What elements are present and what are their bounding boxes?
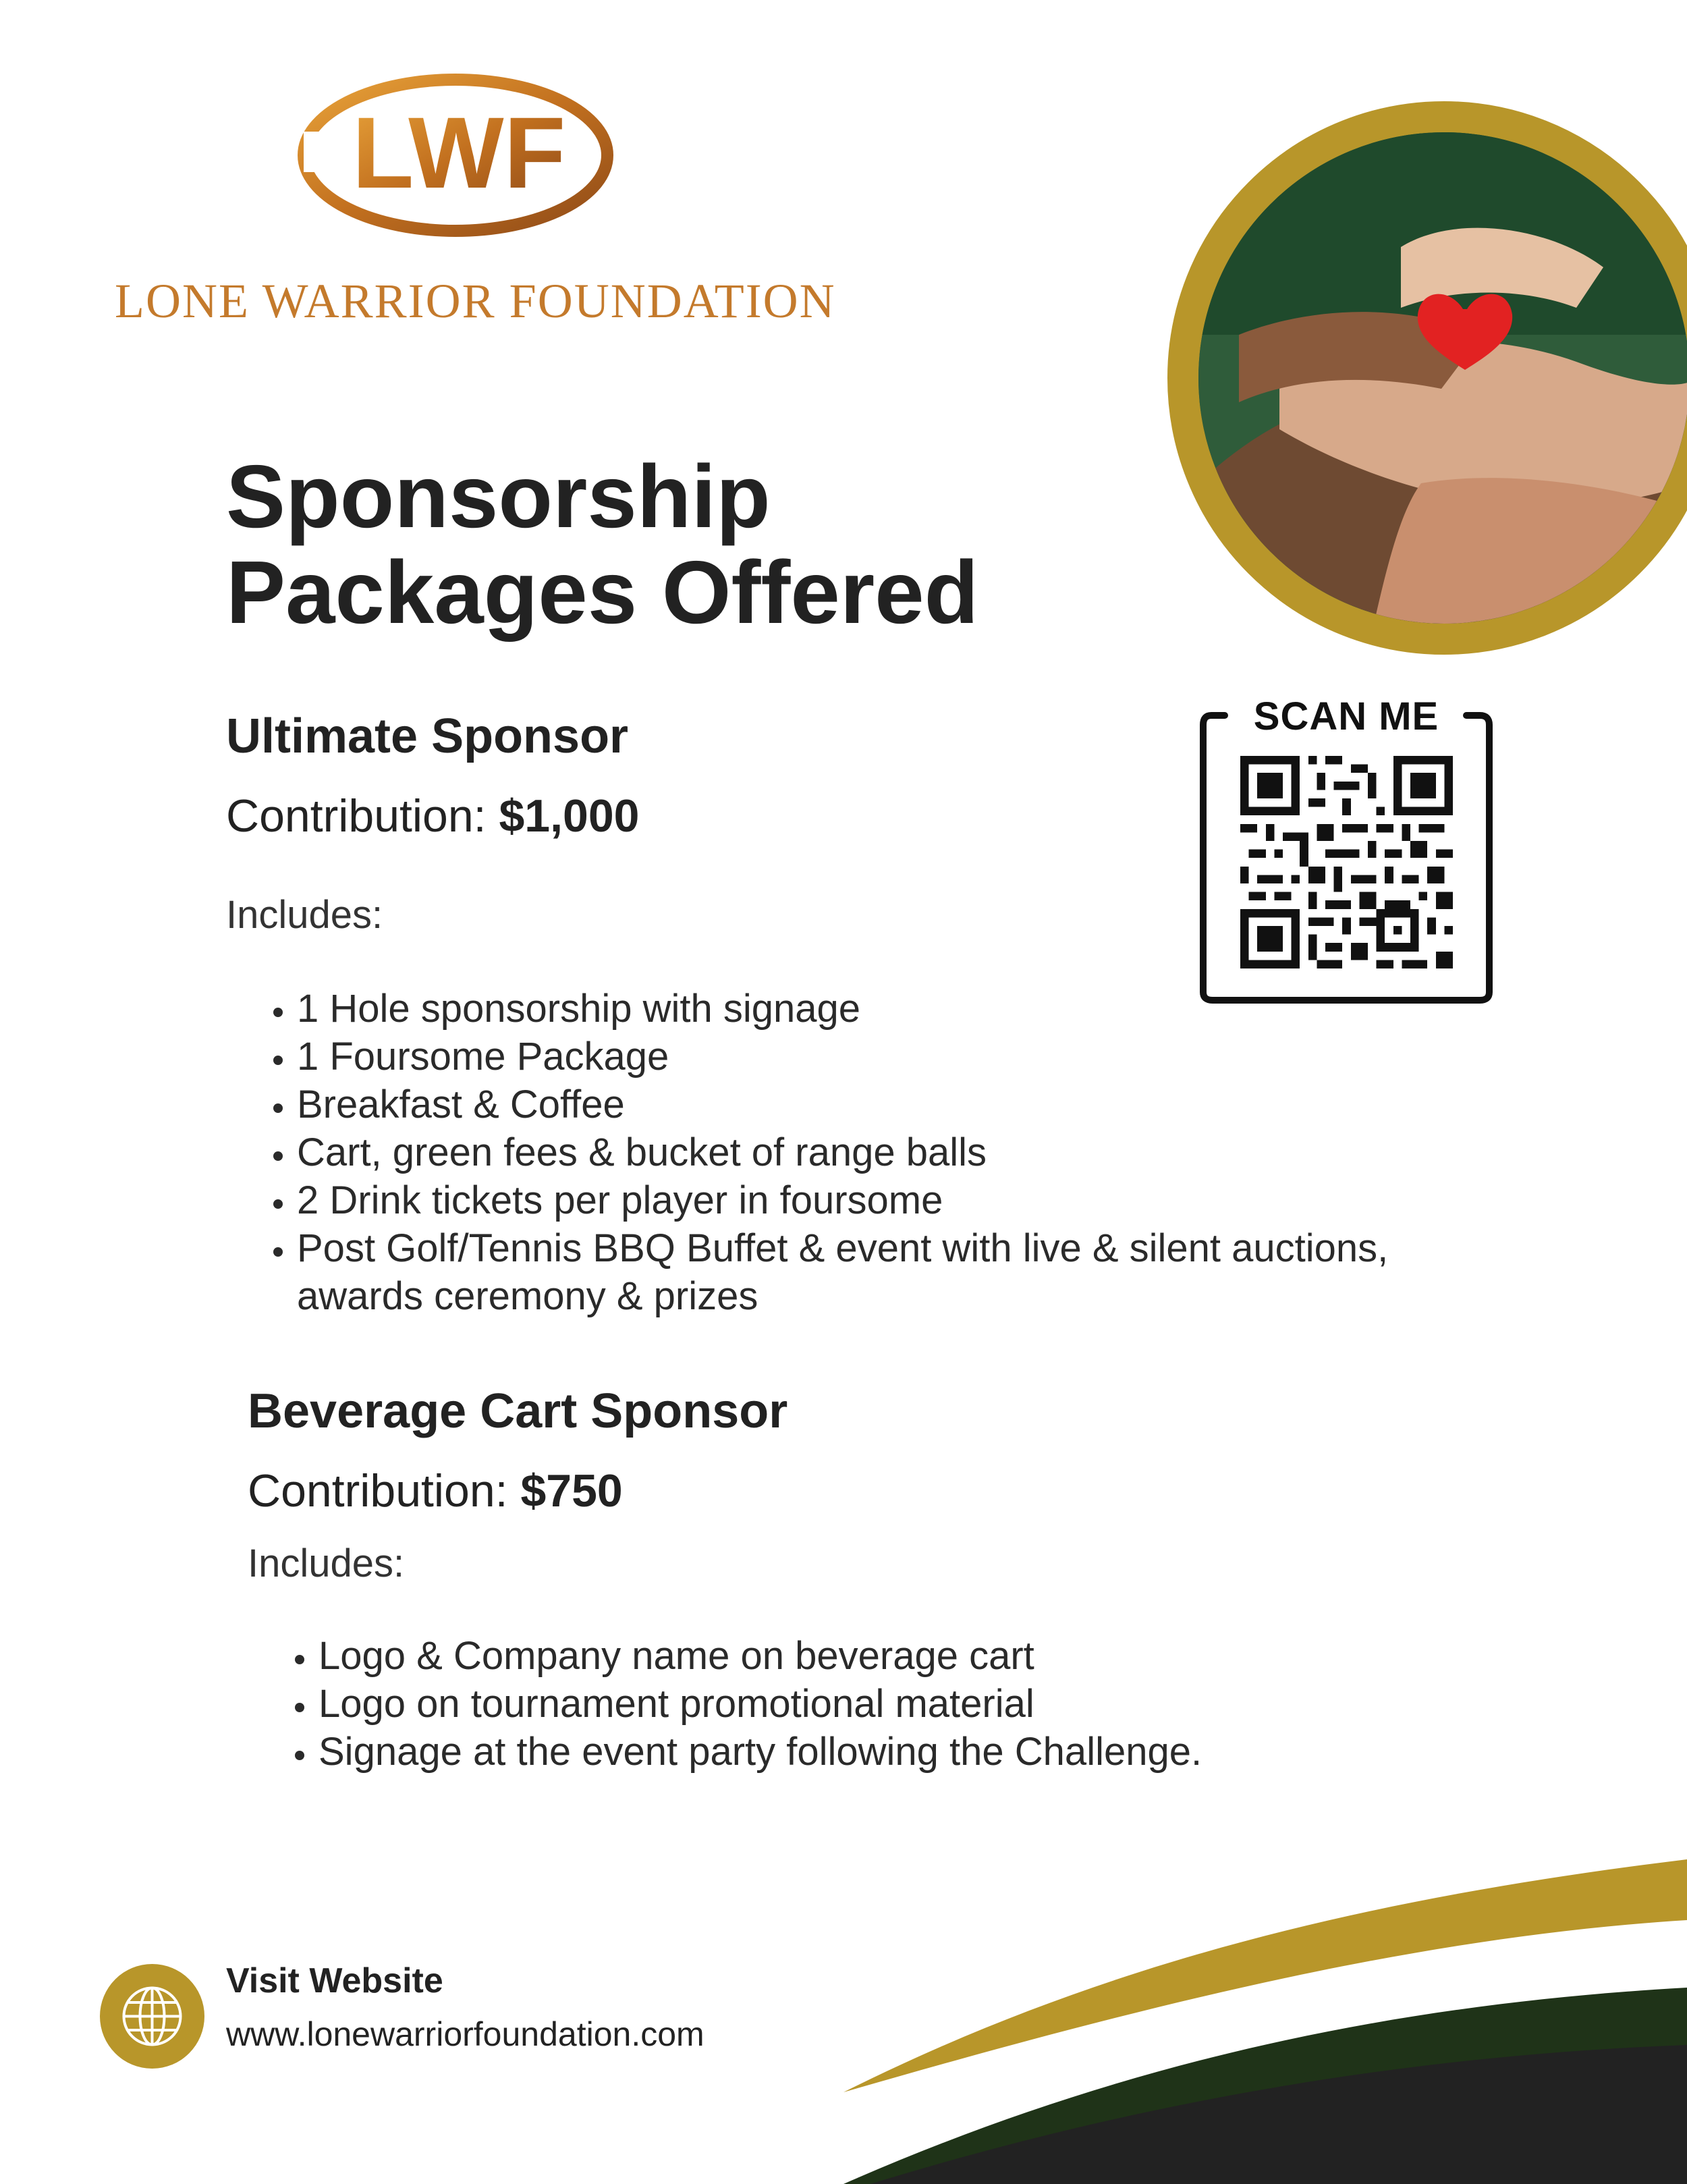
contribution-amount: $1,000 [499, 790, 640, 842]
list-item: • Post Golf/Tennis BBQ Buffet & event with live & silent auctions, awards ceremony & prizes [297, 1224, 1410, 1320]
hands-heart-photo [1167, 101, 1687, 655]
contribution-label: Contribution: [248, 1465, 508, 1517]
contribution-amount: $750 [520, 1465, 623, 1517]
package-contribution [248, 1465, 623, 1517]
page-title [226, 449, 1103, 640]
title-line-1: Sponsorship [226, 447, 771, 546]
benefits-list [248, 1632, 1466, 1776]
website-link[interactable]: www.lonewarriorfoundation.com [226, 2015, 704, 2053]
logo-text: LWF [352, 96, 566, 209]
qr-code[interactable] [1240, 756, 1453, 968]
scan-me-label: SCAN ME [1253, 694, 1439, 738]
package-heading: Beverage Cart Sponsor [248, 1384, 788, 1438]
list-item: • 1 Hole sponsorship with signage [297, 985, 1444, 1033]
includes-label: Includes: [226, 893, 383, 937]
package-contribution [226, 790, 639, 842]
org-name: LONE WARRIOR FOUNDATION [115, 274, 836, 328]
list-item: • Cart, green fees & bucket of range balls [297, 1128, 1444, 1176]
globe-icon [100, 1964, 204, 2069]
list-item: • Logo & Company name on beverage cart [319, 1632, 1466, 1680]
list-item: • Signage at the event party following the Challenge. [319, 1728, 1466, 1776]
package-heading: Ultimate Sponsor [226, 709, 629, 763]
contribution-label: Contribution: [226, 790, 487, 842]
hands-illustration [1198, 132, 1687, 624]
title-line-2: Packages Offered [226, 543, 979, 642]
logo-mark [290, 67, 628, 243]
includes-label: Includes: [248, 1541, 405, 1585]
visit-website-label: Visit Website [226, 1961, 443, 2000]
decorative-wave [0, 1822, 1687, 2184]
benefits-list [226, 985, 1444, 1320]
list-item: • Logo on tournament promotional material [319, 1680, 1466, 1728]
list-item: • 1 Foursome Package [297, 1033, 1444, 1081]
list-item: • 2 Drink tickets per player in foursome [297, 1176, 1444, 1224]
list-item: • Breakfast & Coffee [297, 1081, 1444, 1128]
